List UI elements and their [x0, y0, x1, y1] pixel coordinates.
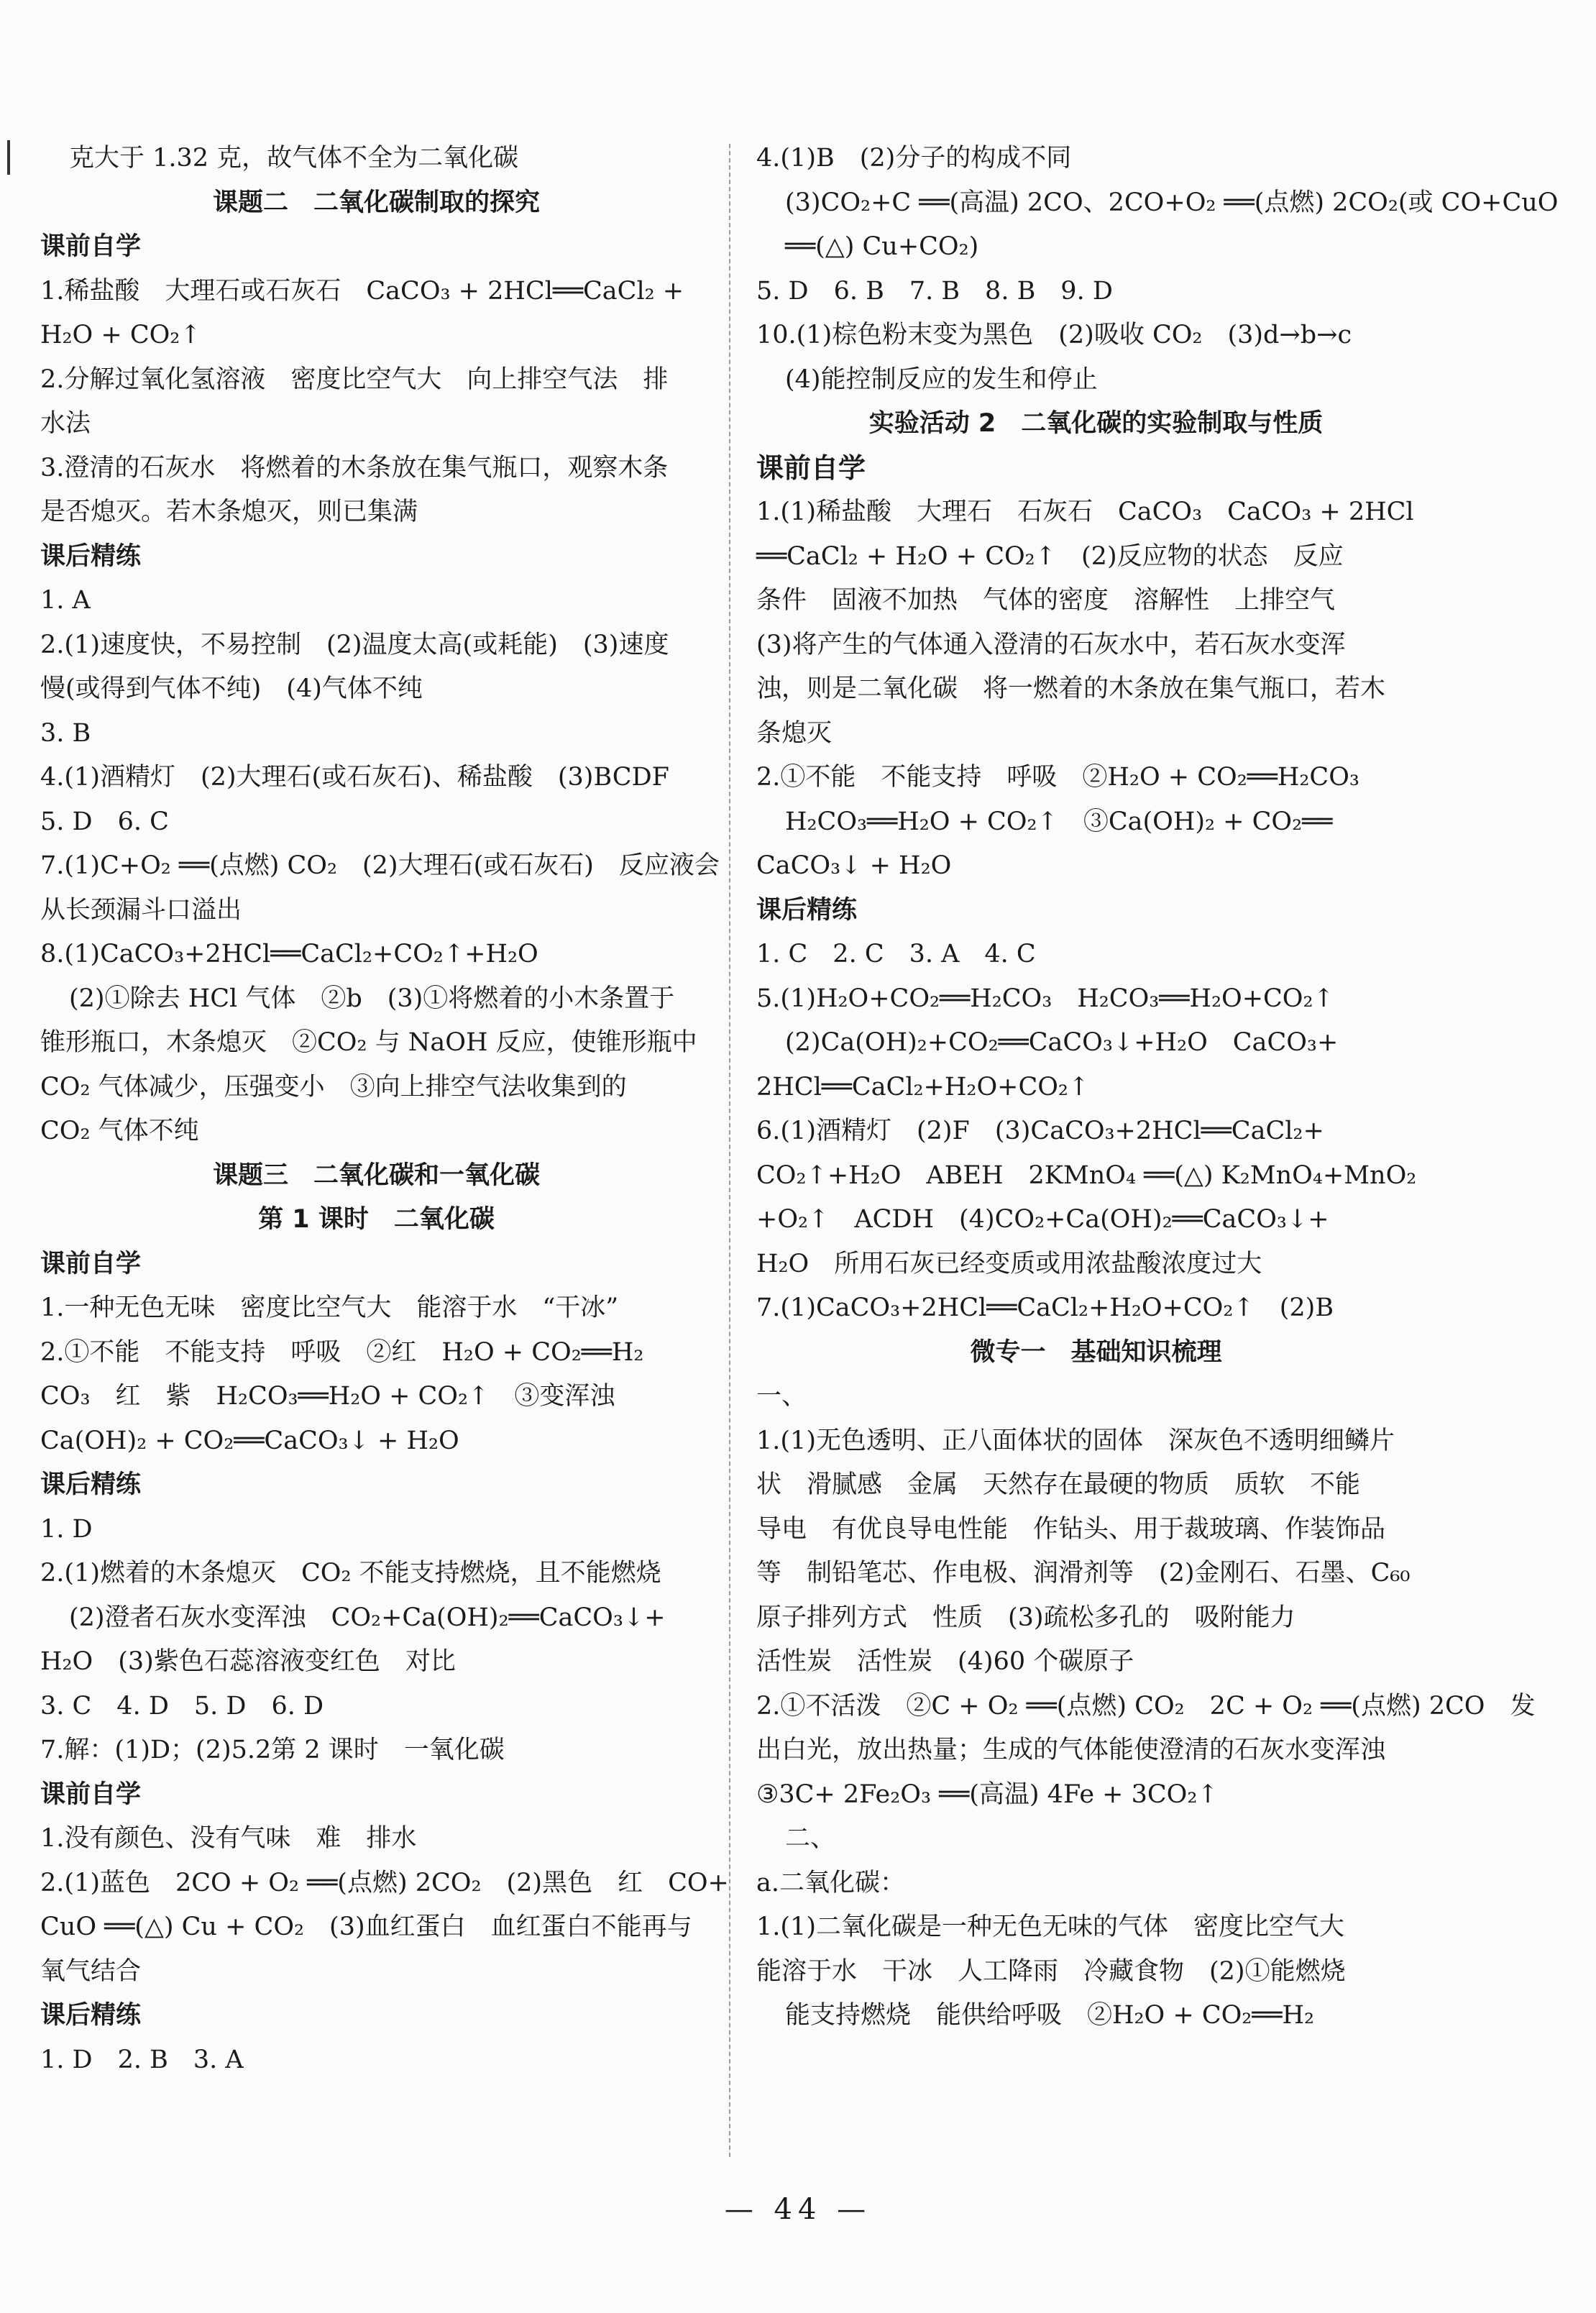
right-line-16: CaCO₃↓ + H₂O	[756, 851, 952, 880]
right-line-1: (3)CO₂+C ══(高温) 2CO、2CO+O₂ ══(点燃) 2CO₂(或 CO+CuO	[785, 188, 1559, 217]
right-line-28: 一、	[756, 1382, 807, 1411]
left-line-33: (2)澄者石灰水变浑浊 CO₂+Ca(OH)₂══CaCO₃↓+	[69, 1603, 666, 1632]
left-line-7: 3.澄清的石灰水 将燃着的木条放在集气瓶口，观察木条	[40, 453, 669, 482]
right-line-36: 出白光，放出热量；生成的气体能使澄清的石灰水变浑浊	[756, 1736, 1386, 1764]
right-line-10: 条件 固液不加热 气体的密度 溶解性 上排空气	[756, 586, 1336, 615]
right-line-25: H₂O 所用石灰已经变质或用浓盐酸浓度过大	[756, 1249, 1262, 1278]
left-line-13: 3. B	[40, 718, 91, 748]
right-line-26: 7.(1)CaCO₃+2HCl══CaCl₂+H₂O+CO₂↑ (2)B	[756, 1293, 1334, 1322]
column-divider	[729, 144, 730, 2157]
right-line-12: 浊，则是二氧化碳 将一燃着的木条放在集气瓶口，若木	[756, 674, 1386, 703]
right-line-9: ══CaCl₂ + H₂O + CO₂↑ (2)反应物的状态 反应	[756, 541, 1344, 571]
right-line-7: 课前自学	[756, 452, 866, 484]
right-line-11: (3)将产生的气体通入澄清的石灰水中，若石灰水变浑	[756, 630, 1346, 659]
left-line-42: 课后精练	[40, 2001, 142, 2030]
left-line-31: 1. D	[40, 1514, 93, 1544]
right-line-34: 活性炭 活性炭 (4)60 个碳原子	[756, 1647, 1134, 1676]
left-line-25: 课前自学	[40, 1249, 142, 1278]
right-line-31: 导电 有优良导电性能 作钻头、用于裁玻璃、作装饰品	[756, 1514, 1386, 1544]
right-line-39: a.二氧化碳：	[756, 1868, 905, 1897]
right-line-35: 2.①不活泼 ②C + O₂ ══(点燃) CO₂ 2C + O₂ ══(点燃) 2CO 发	[756, 1691, 1536, 1721]
left-line-16: 7.(1)C+O₂ ══(点燃) CO₂ (2)大理石(或石灰石) 反应液会	[40, 851, 720, 880]
left-line-27: 2.①不能 不能支持 呼吸 ②红 H₂O + CO₂══H₂	[40, 1337, 644, 1367]
margin-mark	[7, 140, 10, 175]
left-line-6: 水法	[40, 409, 91, 438]
left-line-28: CO₃ 红 紫 H₂CO₃══H₂O + CO₂↑ ③变浑浊	[40, 1382, 615, 1411]
left-line-2: 课前自学	[40, 232, 142, 261]
left-line-8: 是否熄灭。若木条熄灭，则已集满	[40, 498, 418, 526]
left-line-0: 克大于 1.32 克，故气体不全为二氧化碳	[69, 144, 519, 173]
right-line-29: 1.(1)无色透明、正八面体状的固体 深灰色不透明细鳞片	[756, 1426, 1395, 1455]
right-line-3: 5. D 6. B 7. B 8. B 9. D	[756, 276, 1113, 306]
left-line-1: 课题二 二氧化碳制取的探究	[212, 188, 540, 217]
right-line-8: 1.(1)稀盐酸 大理石 石灰石 CaCO₃ CaCO₃ + 2HCl	[756, 498, 1414, 526]
left-line-34: H₂O (3)紫色石蕊溶液变红色 对比	[40, 1647, 456, 1676]
left-line-37: 课前自学	[40, 1780, 142, 1809]
right-line-13: 条熄灭	[756, 718, 833, 748]
right-line-42: 能支持燃烧 能供给呼吸 ②H₂O + CO₂══H₂	[785, 2001, 1315, 2030]
right-line-33: 原子排列方式 性质 (3)疏松多孔的 吸附能力	[756, 1603, 1295, 1632]
left-line-14: 4.(1)酒精灯 (2)大理石(或石灰石)、稀盐酸 (3)BCDF	[40, 763, 669, 792]
right-line-21: 2HCl══CaCl₂+H₂O+CO₂↑	[756, 1072, 1090, 1101]
left-line-43: 1. D 2. B 3. A	[40, 2045, 244, 2074]
left-line-36: 7.解：(1)D；(2)5.2第 2 课时 一氧化碳	[40, 1736, 505, 1764]
left-line-9: 课后精练	[40, 541, 142, 571]
left-line-21: CO₂ 气体减少，压强变小 ③向上排空气法收集到的	[40, 1072, 627, 1101]
right-line-41: 能溶于水 干冰 人工降雨 冷藏食物 (2)①能燃烧	[756, 1956, 1346, 1986]
left-line-39: 2.(1)蓝色 2CO + O₂ ══(点燃) 2CO₂ (2)黑色 红 CO+	[40, 1868, 729, 1897]
right-line-4: 10.(1)棕色粉末变为黑色 (2)吸收 CO₂ (3)d→b→c	[756, 321, 1352, 349]
left-line-30: 课后精练	[40, 1470, 142, 1499]
right-line-24: +O₂↑ ACDH (4)CO₂+Ca(OH)₂══CaCO₃↓+	[756, 1205, 1329, 1234]
left-line-22: CO₂ 气体不纯	[40, 1117, 199, 1145]
left-line-11: 2.(1)速度快，不易控制 (2)温度太高(或耗能) (3)速度	[40, 630, 669, 659]
left-line-3: 1.稀盐酸 大理石或石灰石 CaCO₃ + 2HCl══CaCl₂ +	[40, 276, 684, 306]
left-line-20: 锥形瓶口，木条熄灭 ②CO₂ 与 NaOH 反应，使锥形瓶中	[40, 1028, 697, 1057]
left-line-19: (2)①除去 HCl 气体 ②b (3)①将燃着的小木条置于	[69, 984, 675, 1013]
right-line-20: (2)Ca(OH)₂+CO₂══CaCO₃↓+H₂O CaCO₃+	[785, 1028, 1339, 1057]
left-line-24: 第 1 课时 二氧化碳	[258, 1205, 495, 1234]
right-line-32: 等 制铅笔芯、作电极、润滑剂等 (2)金刚石、石墨、C₆₀	[756, 1559, 1411, 1588]
left-line-12: 慢(或得到气体不纯) (4)气体不纯	[40, 674, 423, 703]
right-line-17: 课后精练	[756, 895, 858, 925]
right-line-27: 微专一 基础知识梳理	[970, 1337, 1222, 1367]
right-line-18: 1. C 2. C 3. A 4. C	[756, 940, 1036, 968]
right-line-6: 实验活动 2 二氧化碳的实验制取与性质	[868, 409, 1324, 438]
left-line-15: 5. D 6. C	[40, 807, 169, 836]
right-line-23: CO₂↑+H₂O ABEH 2KMnO₄ ══(△) K₂MnO₄+MnO₂	[756, 1160, 1417, 1190]
left-line-35: 3. C 4. D 5. D 6. D	[40, 1691, 324, 1721]
left-line-26: 1.一种无色无味 密度比空气大 能溶于水 “干冰”	[40, 1293, 619, 1322]
page-number: — 44 —	[724, 2193, 872, 2226]
left-line-10: 1. A	[40, 586, 91, 615]
right-line-40: 1.(1)二氧化碳是一种无色无味的气体 密度比空气大	[756, 1913, 1344, 1941]
right-line-37: ③3C+ 2Fe₂O₃ ══(高温) 4Fe + 3CO₂↑	[756, 1780, 1219, 1809]
right-line-5: (4)能控制反应的发生和停止	[785, 365, 1098, 394]
left-line-32: 2.(1)燃着的木条熄灭 CO₂ 不能支持燃烧，且不能燃烧	[40, 1559, 661, 1588]
left-line-17: 从长颈漏斗口溢出	[40, 895, 242, 925]
right-line-2: ══(△) Cu+CO₂)	[785, 232, 979, 261]
right-line-14: 2.①不能 不能支持 呼吸 ②H₂O + CO₂══H₂CO₃	[756, 763, 1359, 792]
right-line-19: 5.(1)H₂O+CO₂══H₂CO₃ H₂CO₃══H₂O+CO₂↑	[756, 984, 1334, 1013]
right-column	[756, 137, 1559, 2038]
right-line-22: 6.(1)酒精灯 (2)F (3)CaCO₃+2HCl══CaCl₂+	[756, 1117, 1324, 1145]
right-line-30: 状 滑腻感 金属 天然存在最硬的物质 质软 不能	[756, 1470, 1361, 1499]
right-line-0: 4.(1)B (2)分子的构成不同	[756, 144, 1072, 173]
right-line-38: 二、	[785, 1824, 836, 1853]
left-line-29: Ca(OH)₂ + CO₂══CaCO₃↓ + H₂O	[40, 1426, 459, 1455]
left-line-4: H₂O + CO₂↑	[40, 321, 201, 349]
left-line-41: 氧气结合	[40, 1956, 142, 1986]
left-column	[40, 137, 729, 2082]
left-line-38: 1.没有颜色、没有气味 难 排水	[40, 1824, 417, 1853]
right-line-15: H₂CO₃══H₂O + CO₂↑ ③Ca(OH)₂ + CO₂══	[785, 807, 1333, 836]
left-line-18: 8.(1)CaCO₃+2HCl══CaCl₂+CO₂↑+H₂O	[40, 940, 538, 968]
left-line-40: CuO ══(△) Cu + CO₂ (3)血红蛋白 血红蛋白不能再与	[40, 1913, 692, 1941]
left-line-5: 2.分解过氧化氢溶液 密度比空气大 向上排空气法 排	[40, 365, 669, 394]
left-line-23: 课题三 二氧化碳和一氧化碳	[212, 1160, 540, 1190]
